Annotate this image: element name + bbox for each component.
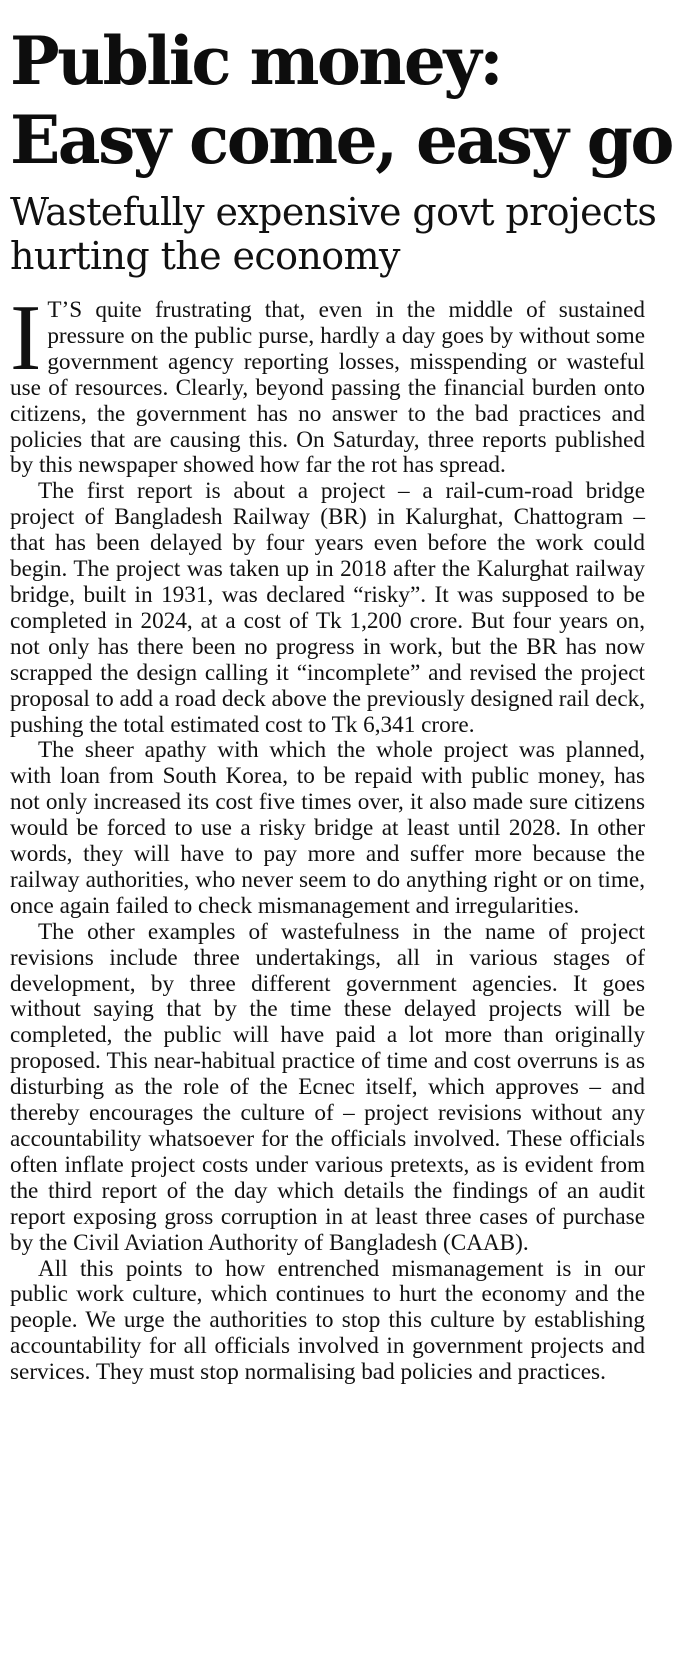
paragraph-4: The other examples of wastefulness in the name of project revisions include three undertakings, all in various stages of development, by three different government agencies. It goes without saying that by the time these delayed projects will be completed, the public will have paid a lot more than originally proposed. This near-habitual practice of time and cost overruns is as disturbing as the role of the Ecnec itself, which approves – and thereby encourages the culture of – project revisions without any accountability whatsoever for the officials involved. These officials often inflate project costs under various pretexts, as is evident from the third report of the day which details the findings of an audit report exposing gross corruption in at least three cases of purchase by the Civil Aviation Authority of Bangladesh (CAAB). [10, 918, 645, 1256]
drop-cap: I [10, 286, 42, 390]
paragraph-1-text: T’S quite frustrating that, even in the middle of sustained pressure on the public purse, hardly a day goes by without some government agency reporting losses, misspending or wasteful use of resources. Clearly, beyond passing the financial burden onto citizens, the government has no answer to the bad practices and policies that are causing this. On Saturday, three reports published by this newspaper showed how far the rot has spread. [10, 297, 645, 479]
headline-line-1: Public money: [10, 22, 502, 100]
editorial-article [10, 22, 672, 1386]
subheadline-line-1: Wastefully expensive govt projects [10, 190, 657, 234]
headline [10, 22, 672, 180]
subheadline-line-2: hurting the economy [10, 234, 400, 278]
headline-line-2: Easy come, easy go [10, 101, 672, 179]
article-body [10, 286, 645, 1386]
paragraph-5: All this points to how entrenched mismanagement is in our public work culture, which continues to hurt the economy and the people. We urge the authorities to stop this culture by establishing accountability for all officials involved in government projects and services. They must stop normalising bad policies and practices. [10, 1255, 645, 1386]
paragraph-1 [10, 286, 645, 479]
paragraph-3: The sheer apathy with which the whole project was planned, with loan from South Korea, to be repaid with public money, has not only increased its cost five times over, it also made sure citizens would be forced to use a risky bridge at least until 2028. In other words, they will have to pay more and suffer more because the railway authorities, who never seem to do anything right or on time, once again failed to check mismanagement and irregularities. [10, 737, 645, 919]
paragraph-2: The first report is about a project – a rail-cum-road bridge project of Bangladesh Railway (BR) in Kalurghat, Chattogram – that has been delayed by four years even before the work could begin. The project was taken up in 2018 after the Kalurghat railway bridge, built in 1931, was declared “risky”. It was supposed to be completed in 2024, at a cost of Tk 1,200 crore. But four years on, not only has there been no progress in work, but the BR has now scrapped the design calling it “incomplete” and revised the project proposal to add a road deck above the previously designed rail deck, pushing the total estimated cost to Tk 6,341 crore. [10, 478, 645, 738]
subheadline [10, 190, 657, 278]
